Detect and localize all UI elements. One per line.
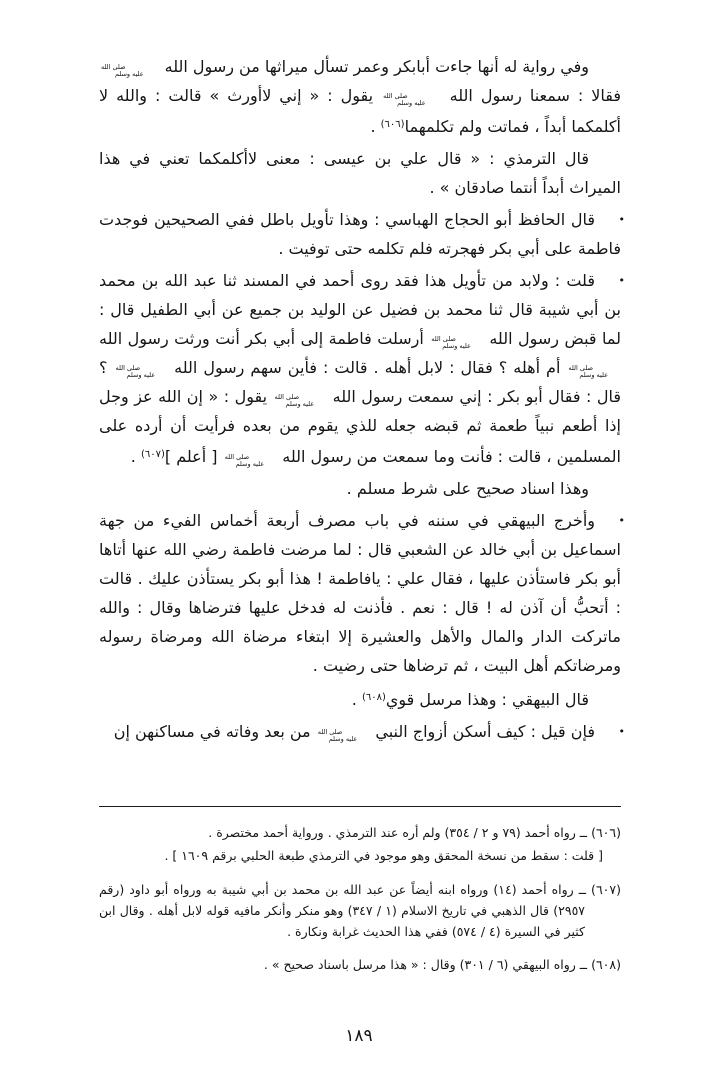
paragraph: قال الترمذي : « قال علي بن عيسى : معنى لاأكلمكما تعني في هذا الميراث أبداً أنتما صادقان » . — [99, 149, 621, 197]
pbuh-ligature: صلى الله عليه وسلم — [100, 63, 144, 78]
footnote-ref: (٦٠٧) — [140, 449, 165, 460]
footnote-separator — [99, 806, 621, 807]
bullet-icon: • — [618, 725, 625, 738]
footnote: (٦٠٦) ــ رواه أحمد (٧٩ و ٢ / ٣٥٤) ولم أره عند الترمذي . ورواية أحمد مختصرة . — [208, 825, 621, 840]
paragraph-text: فإن قيل : كيف أسكن أزواج النبي صلى الله عليه وسلم من بعد وفاته في مساكنهن إن — [113, 722, 595, 743]
paragraph: وفي رواية له أنها جاءت أبابكر وعمر تسأل ميراثها من رسول الله صلى الله عليه وسلم فقالا : سمعنا رسول الله صلى الله عليه وسلم يقول : « إني لاأورث » قالت : والله لا أكلمكما أبداً ، فماتت ولم تكلمهما$^{(٦٠٦)}$ . — [99, 57, 622, 136]
pbuh-ligature: صلى الله عليه وسلم — [274, 393, 315, 408]
paragraph — [99, 717, 625, 746]
paragraph-text: قال الحافظ أبو الحجاج الهباسي : وهذا تأويل باطل ففي الصحيحين فوجدت فاطمة على أبي بكر فهجرته فلم تكلمه حتى توفيت . — [99, 210, 621, 258]
footnotes-section — [99, 822, 621, 987]
page-number: ١٨٩ — [345, 1026, 373, 1046]
paragraph — [99, 506, 625, 680]
bullet-icon: • — [618, 274, 625, 287]
footnote-ref: (٦٠٨) — [361, 692, 386, 703]
bullet-icon: • — [618, 514, 625, 527]
pbuh-ligature: صلى الله عليه وسلم — [431, 335, 471, 350]
pbuh-ligature: صلى الله عليه وسلم — [383, 92, 426, 107]
footnote: (٦٠٧) ــ رواه أحمد (١٤) ورواه ابنه أيضاً عن عبد الله بن محمد بن أبي شيبة به ورواه أبو داود (رقم ٢٩٥٧) قال الذهبي في تاريخ الاسلام (١ / ٣٤٧) وهو منكر وأنكر مافيه قوله لابل أهله . وقال ابن كثير في السيرة (٤ / ٥٧٤) ففي هذا الحديث غرابة ونكارة . — [99, 882, 621, 939]
pbuh-ligature: صلى الله عليه وسلم — [224, 453, 265, 468]
paragraph-text: وأخرج البيهقي في سننه في باب مصرف أربعة أخماس الفيء من جهة اسماعيل بن أبي خالد عن الشعبي قال : لما مرضت فاطمة رضي الله عنها أتاها أبو بكر فاستأذن عليها ، فقال علي : يافاطمة ! هذا أبو بكر يستأذن عليك . قالت : أتحبُّ أن آذن له ! قال : نعم . فأذنت له فدخل عليها فترضاها وقال : والله ماتركت الدار والمال والأهل والعشيرة إلا ابتغاء مرضاة الله ومرضاة رسوله ومرضاتكم أهل البيت ، ثم ترضاها حتى رضيت . — [99, 511, 621, 675]
paragraph: وهذا اسناد صحيح على شرط مسلم . — [346, 479, 589, 498]
paragraph-text: قلت : ولابد من تأويل هذا فقد روى أحمد في المسند ثنا عبد الله بن محمد بن أبي شيبة قال ثنا محمد بن فضيل عن الوليد بن جميع عن أبي الطفيل قال : لما قبض رسول الله صلى الله عليه وسلم أرسلت فاطمة إلى أبي بكر أنت ورثت رسول الله صلى الله عليه وسلم أم أهله ؟ فقال : لابل أهله . قالت : فأين سهم رسول الله صلى الله عليه وسلم ؟ قال : فقال أبو بكر : إني سمعت رسول الله صلى الله عليه وسلم يقول : « إن الله عز وجل إذا أطعم نبياً طعمة ثم قبضه جعله للذي يقوم من بعده فرأيت أن أرده على المسلمين ، قالت : فأنت وما سمعت من رسول الله صلى الله عليه وسلم [ أعلم ]$^{(٦٠٧)}$ . — [99, 271, 622, 468]
main-text-block — [99, 52, 625, 749]
pbuh-ligature: صلى الله عليه وسلم — [115, 364, 156, 379]
paragraph — [99, 205, 625, 263]
bullet-icon: • — [618, 213, 625, 226]
pbuh-ligature: صلى الله عليه وسلم — [568, 364, 609, 379]
footnote-ref: (٦٠٦) — [380, 119, 405, 130]
paragraph — [99, 266, 625, 471]
footnote-editor-note: [ قلت : سقط من نسخة المحقق وهو موجود في الترمذي طبعة الحلبي برقم ١٦٠٩ ] . — [164, 848, 603, 863]
footnote: (٦٠٨) ــ رواه البيهقي (٦ / ٣٠١) وقال : « هذا مرسل باسناد صحيح » . — [263, 957, 621, 972]
pbuh-ligature: صلى الله عليه وسلم — [317, 728, 358, 743]
paragraph: قال البيهقي : وهذا مرسل قوي$^{(٦٠٨)}$ . — [351, 690, 589, 709]
